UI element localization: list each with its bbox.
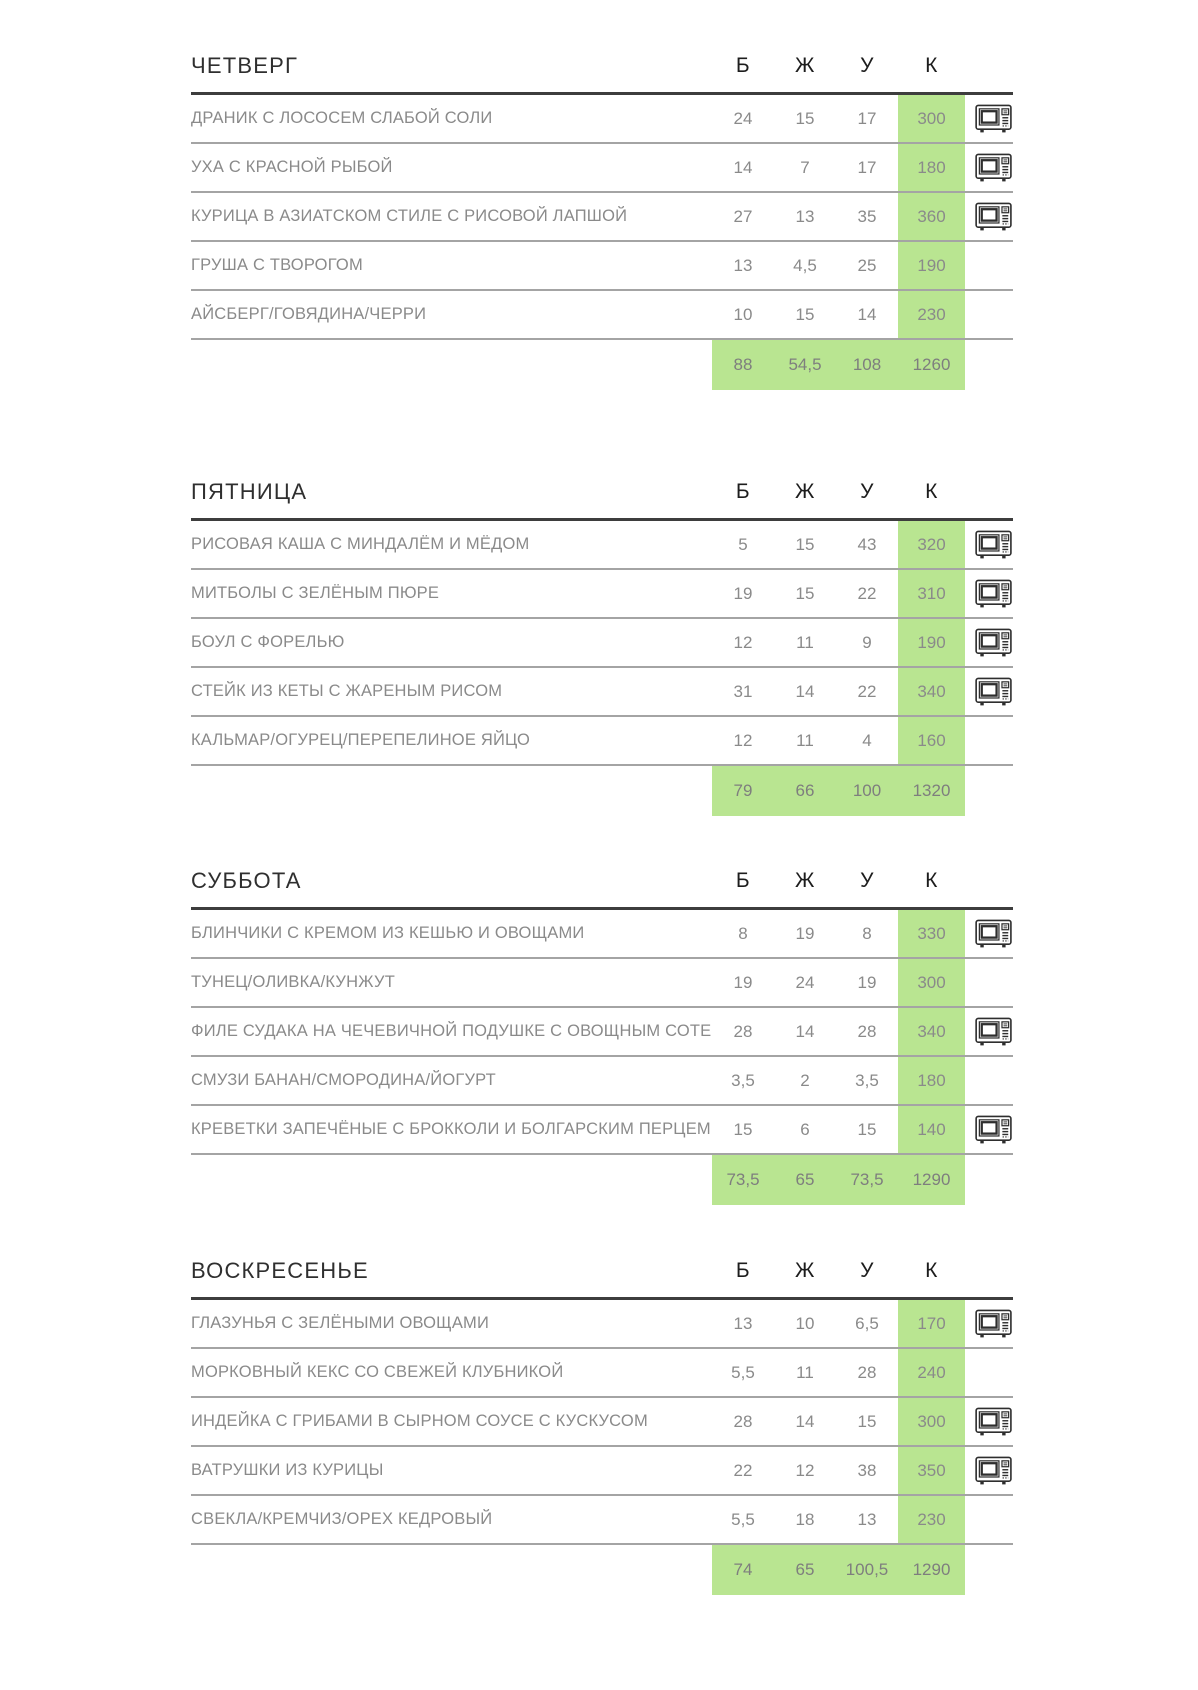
fat-value: 14	[795, 681, 815, 701]
fat-value: 11	[796, 1362, 814, 1382]
calories-value: 320	[898, 521, 965, 568]
col-header-icon-spacer	[965, 40, 1013, 92]
microwave-icon	[975, 530, 1013, 560]
row-icon-cell	[965, 619, 1013, 666]
dish-name: ГРУША С ТВОРОГОМ	[191, 256, 363, 274]
fat-value: 14	[795, 1021, 815, 1041]
dish-name: КРЕВЕТКИ ЗАПЕЧЁНЫЕ С БРОККОЛИ И БОЛГАРСКИМ ПЕРЦЕМ	[191, 1120, 711, 1138]
dish-row	[191, 570, 1013, 619]
microwave-icon	[975, 1017, 1013, 1047]
dish-name: УХА С КРАСНОЙ РЫБОЙ	[191, 158, 393, 176]
section-header	[191, 466, 1013, 518]
totals-spacer	[191, 1545, 712, 1595]
fat-value: 24	[795, 972, 815, 992]
row-icon-cell	[965, 1300, 1013, 1347]
section-header	[191, 1245, 1013, 1297]
carbs-value: 6,5	[855, 1313, 879, 1333]
dish-row	[191, 521, 1013, 570]
row-icon-cell	[965, 95, 1013, 142]
carbs-value: 38	[857, 1460, 877, 1480]
total-fat: 66	[774, 766, 836, 816]
dish-row	[191, 1106, 1013, 1155]
total-protein: 73,5	[712, 1155, 774, 1205]
fat-value: 10	[795, 1313, 815, 1333]
protein-value: 8	[738, 923, 748, 943]
protein-value: 28	[733, 1021, 753, 1041]
row-icon-cell	[965, 521, 1013, 568]
protein-value: 5,5	[731, 1362, 755, 1382]
calories-value: 340	[898, 668, 965, 715]
row-icon-cell	[965, 1057, 1013, 1104]
day-title: СУББОТА	[191, 868, 302, 893]
dish-row	[191, 1349, 1013, 1398]
dish-row	[191, 193, 1013, 242]
calories-value: 330	[898, 910, 965, 957]
calories-value: 240	[898, 1349, 965, 1396]
calories-value: 230	[898, 291, 965, 338]
carbs-value: 8	[862, 923, 872, 943]
fat-value: 15	[795, 108, 815, 128]
col-header-carbs: У	[860, 869, 874, 892]
calories-value: 360	[898, 193, 965, 240]
dish-row	[191, 1008, 1013, 1057]
calories-value: 180	[898, 1057, 965, 1104]
col-header-icon-spacer	[965, 466, 1013, 518]
carbs-value: 15	[857, 1411, 877, 1431]
fat-value: 4,5	[793, 255, 817, 275]
total-protein: 79	[712, 766, 774, 816]
totals-spacer	[191, 340, 712, 390]
col-header-fat: Ж	[795, 869, 815, 892]
dish-name: ВАТРУШКИ ИЗ КУРИЦЫ	[191, 1461, 384, 1479]
dish-name: ТУНЕЦ/ОЛИВКА/КУНЖУТ	[191, 973, 395, 991]
total-carbs: 108	[836, 340, 898, 390]
carbs-value: 13	[857, 1509, 877, 1529]
dish-row	[191, 619, 1013, 668]
col-header-calories: К	[925, 54, 938, 77]
protein-value: 14	[733, 157, 753, 177]
dish-row	[191, 1398, 1013, 1447]
protein-value: 22	[733, 1460, 753, 1480]
fat-value: 15	[795, 583, 815, 603]
protein-value: 31	[733, 681, 753, 701]
row-icon-cell	[965, 144, 1013, 191]
protein-value: 3,5	[731, 1070, 755, 1090]
calories-value: 300	[898, 95, 965, 142]
section-header	[191, 855, 1013, 907]
protein-value: 10	[733, 304, 753, 324]
protein-value: 28	[733, 1411, 753, 1431]
dish-row	[191, 717, 1013, 766]
row-icon-cell	[965, 1447, 1013, 1494]
carbs-value: 22	[857, 583, 877, 603]
dish-name: ФИЛЕ СУДАКА НА ЧЕЧЕВИЧНОЙ ПОДУШКЕ С ОВОЩНЫМ СОТЕ	[191, 1022, 712, 1040]
fat-value: 12	[795, 1460, 815, 1480]
protein-value: 15	[733, 1119, 753, 1139]
dish-row	[191, 242, 1013, 291]
day-section	[191, 855, 1013, 1205]
carbs-value: 17	[857, 157, 877, 177]
protein-value: 24	[733, 108, 753, 128]
microwave-icon	[975, 628, 1013, 658]
microwave-icon	[975, 1456, 1013, 1486]
calories-value: 160	[898, 717, 965, 764]
microwave-icon	[975, 919, 1013, 949]
carbs-value: 28	[857, 1021, 877, 1041]
dish-name: КУРИЦА В АЗИАТСКОМ СТИЛЕ С РИСОВОЙ ЛАПШОЙ	[191, 207, 628, 225]
col-header-icon-spacer	[965, 1245, 1013, 1297]
total-carbs: 100	[836, 766, 898, 816]
totals-row	[191, 340, 1013, 390]
total-calories: 1320	[898, 766, 965, 816]
row-icon-cell	[965, 959, 1013, 1006]
dish-row	[191, 1447, 1013, 1496]
dish-row	[191, 910, 1013, 959]
calories-value: 170	[898, 1300, 965, 1347]
microwave-icon	[975, 579, 1013, 609]
carbs-value: 35	[857, 206, 877, 226]
calories-value: 190	[898, 619, 965, 666]
fat-value: 2	[800, 1070, 810, 1090]
carbs-value: 19	[857, 972, 877, 992]
total-calories: 1290	[898, 1155, 965, 1205]
fat-value: 14	[795, 1411, 815, 1431]
row-icon-cell	[965, 1398, 1013, 1445]
col-header-carbs: У	[860, 54, 874, 77]
dish-row	[191, 291, 1013, 340]
carbs-value: 9	[862, 632, 872, 652]
microwave-icon	[975, 677, 1013, 707]
microwave-icon	[975, 1115, 1013, 1145]
dish-name: КАЛЬМАР/ОГУРЕЦ/ПЕРЕПЕЛИНОЕ ЯЙЦО	[191, 731, 531, 749]
fat-value: 13	[795, 206, 815, 226]
totals-icon-spacer	[965, 340, 1013, 390]
totals-icon-spacer	[965, 1545, 1013, 1595]
totals-spacer	[191, 766, 712, 816]
row-icon-cell	[965, 1008, 1013, 1055]
dish-name: СВЕКЛА/КРЕМЧИЗ/ОРЕХ КЕДРОВЫЙ	[191, 1510, 493, 1528]
carbs-value: 15	[857, 1119, 877, 1139]
day-section	[191, 466, 1013, 816]
carbs-value: 22	[857, 681, 877, 701]
col-header-carbs: У	[860, 480, 874, 503]
col-header-protein: Б	[735, 869, 751, 892]
dish-name: БОУЛ С ФОРЕЛЬЮ	[191, 633, 345, 651]
fat-value: 11	[796, 730, 814, 750]
calories-value: 190	[898, 242, 965, 289]
dish-row	[191, 1057, 1013, 1106]
protein-value: 27	[733, 206, 753, 226]
protein-value: 12	[733, 632, 753, 652]
microwave-icon	[975, 1407, 1013, 1437]
dish-row	[191, 95, 1013, 144]
carbs-value: 14	[857, 304, 877, 324]
total-protein: 88	[712, 340, 774, 390]
total-fat: 54,5	[774, 340, 836, 390]
calories-value: 300	[898, 959, 965, 1006]
row-icon-cell	[965, 291, 1013, 338]
day-section	[191, 40, 1013, 390]
carbs-value: 3,5	[855, 1070, 879, 1090]
col-header-fat: Ж	[795, 1259, 815, 1282]
totals-row	[191, 1155, 1013, 1205]
day-title: ЧЕТВЕРГ	[191, 53, 299, 78]
fat-value: 7	[800, 157, 810, 177]
protein-value: 12	[733, 730, 753, 750]
fat-value: 19	[795, 923, 815, 943]
row-icon-cell	[965, 1106, 1013, 1153]
calories-value: 180	[898, 144, 965, 191]
dish-row	[191, 959, 1013, 1008]
carbs-value: 4	[862, 730, 872, 750]
row-icon-cell	[965, 193, 1013, 240]
calories-value: 300	[898, 1398, 965, 1445]
row-icon-cell	[965, 1496, 1013, 1543]
row-icon-cell	[965, 570, 1013, 617]
dish-name: БЛИНЧИКИ С КРЕМОМ ИЗ КЕШЬЮ И ОВОЩАМИ	[191, 924, 585, 942]
row-icon-cell	[965, 910, 1013, 957]
microwave-icon	[975, 1309, 1013, 1339]
dish-name: РИСОВАЯ КАША С МИНДАЛЁМ И МЁДОМ	[191, 535, 530, 553]
total-calories: 1290	[898, 1545, 965, 1595]
col-header-calories: К	[925, 869, 938, 892]
col-header-fat: Ж	[795, 480, 815, 503]
microwave-icon	[975, 104, 1013, 134]
dish-name: ИНДЕЙКА С ГРИБАМИ В СЫРНОМ СОУСЕ С КУСКУСОМ	[191, 1412, 648, 1430]
dish-row	[191, 668, 1013, 717]
protein-value: 19	[733, 972, 753, 992]
dish-rows	[191, 92, 1013, 340]
fat-value: 18	[795, 1509, 815, 1529]
fat-value: 15	[795, 534, 815, 554]
dish-row	[191, 1496, 1013, 1545]
dish-name: МОРКОВНЫЙ КЕКС СО СВЕЖЕЙ КЛУБНИКОЙ	[191, 1363, 564, 1381]
dish-name: МИТБОЛЫ С ЗЕЛЁНЫМ ПЮРЕ	[191, 584, 440, 602]
dish-rows	[191, 907, 1013, 1155]
col-header-calories: К	[925, 1259, 938, 1282]
calories-value: 310	[898, 570, 965, 617]
dish-row	[191, 1300, 1013, 1349]
dish-row	[191, 144, 1013, 193]
dish-name: СМУЗИ БАНАН/СМОРОДИНА/ЙОГУРТ	[191, 1071, 496, 1089]
totals-row	[191, 766, 1013, 816]
col-header-protein: Б	[735, 1259, 751, 1282]
calories-value: 230	[898, 1496, 965, 1543]
col-header-protein: Б	[735, 54, 751, 77]
day-section	[191, 1245, 1013, 1595]
row-icon-cell	[965, 717, 1013, 764]
totals-spacer	[191, 1155, 712, 1205]
total-calories: 1260	[898, 340, 965, 390]
total-carbs: 73,5	[836, 1155, 898, 1205]
protein-value: 13	[733, 1313, 753, 1333]
dish-name: ДРАНИК С ЛОСОСЕМ СЛАБОЙ СОЛИ	[191, 109, 493, 127]
protein-value: 19	[733, 583, 753, 603]
totals-icon-spacer	[965, 766, 1013, 816]
calories-value: 350	[898, 1447, 965, 1494]
microwave-icon	[975, 153, 1013, 183]
protein-value: 13	[733, 255, 753, 275]
calories-value: 140	[898, 1106, 965, 1153]
dish-name: СТЕЙК ИЗ КЕТЫ С ЖАРЕНЫМ РИСОМ	[191, 682, 503, 700]
dish-name: АЙСБЕРГ/ГОВЯДИНА/ЧЕРРИ	[191, 305, 427, 323]
dish-rows	[191, 518, 1013, 766]
fat-value: 11	[796, 632, 814, 652]
col-header-carbs: У	[860, 1259, 874, 1282]
protein-value: 5	[738, 534, 748, 554]
col-header-icon-spacer	[965, 855, 1013, 907]
carbs-value: 25	[857, 255, 877, 275]
microwave-icon	[975, 202, 1013, 232]
total-protein: 74	[712, 1545, 774, 1595]
total-fat: 65	[774, 1155, 836, 1205]
totals-icon-spacer	[965, 1155, 1013, 1205]
section-header	[191, 40, 1013, 92]
fat-value: 6	[800, 1119, 810, 1139]
col-header-fat: Ж	[795, 54, 815, 77]
day-title: ПЯТНИЦА	[191, 479, 308, 504]
total-carbs: 100,5	[836, 1545, 898, 1595]
carbs-value: 17	[857, 108, 877, 128]
row-icon-cell	[965, 668, 1013, 715]
row-icon-cell	[965, 1349, 1013, 1396]
day-title: ВОСКРЕСЕНЬЕ	[191, 1258, 369, 1283]
dish-name: ГЛАЗУНЬЯ С ЗЕЛЁНЫМИ ОВОЩАМИ	[191, 1314, 490, 1332]
dish-rows	[191, 1297, 1013, 1545]
carbs-value: 43	[857, 534, 877, 554]
fat-value: 15	[795, 304, 815, 324]
col-header-protein: Б	[735, 480, 751, 503]
carbs-value: 28	[857, 1362, 877, 1382]
protein-value: 5,5	[731, 1509, 755, 1529]
calories-value: 340	[898, 1008, 965, 1055]
totals-row	[191, 1545, 1013, 1595]
total-fat: 65	[774, 1545, 836, 1595]
row-icon-cell	[965, 242, 1013, 289]
col-header-calories: К	[925, 480, 938, 503]
